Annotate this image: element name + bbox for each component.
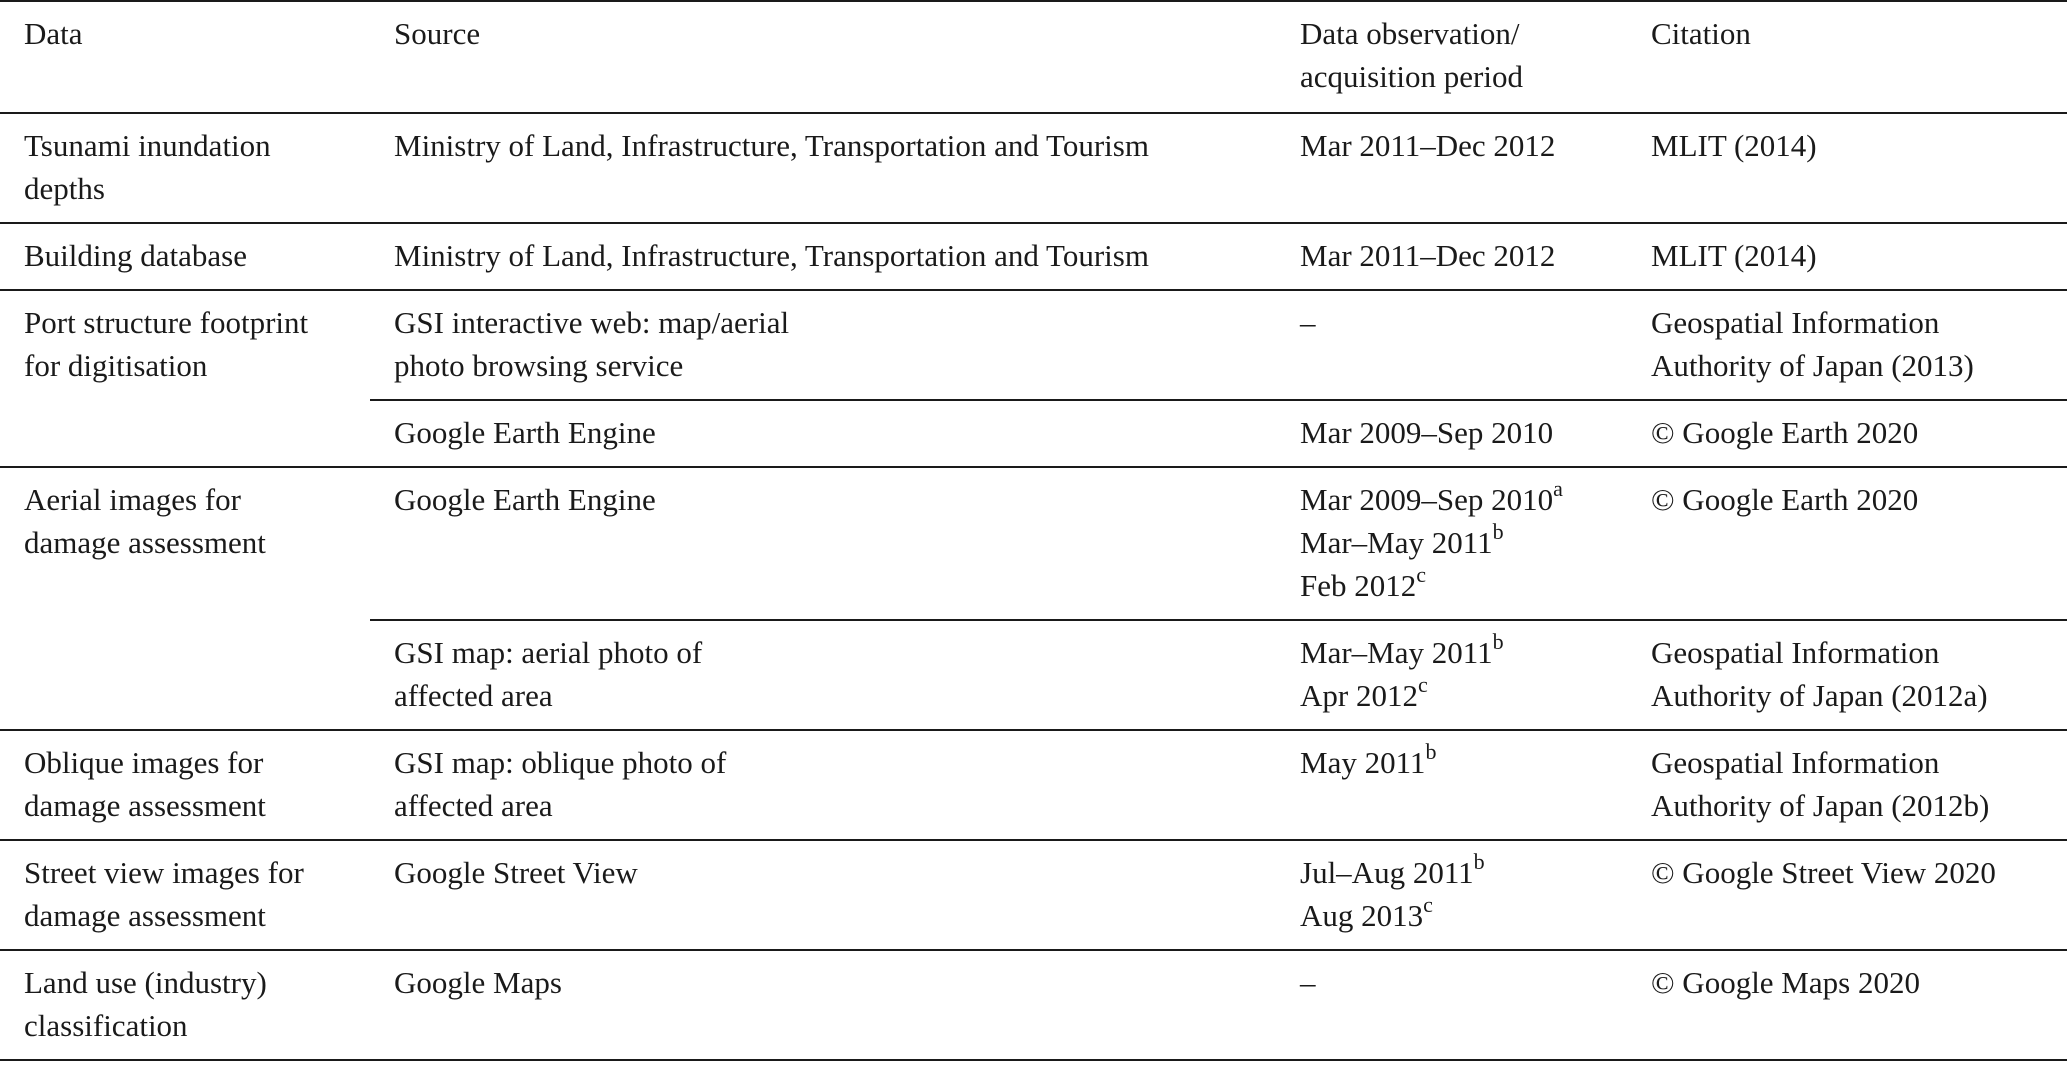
table-body <box>0 113 2067 1060</box>
period-line <box>1300 674 1617 717</box>
citation-line: MLIT (2014) <box>1651 128 1817 163</box>
data-label-line: Port structure footprint <box>24 305 309 340</box>
citation-line: MLIT (2014) <box>1651 238 1817 273</box>
citation-line: Geospatial Information <box>1651 305 1940 340</box>
cell-data <box>0 467 370 730</box>
period-text: Feb 2012 <box>1300 568 1417 603</box>
header-period-line: Data observation/ <box>1300 16 1520 51</box>
citation-line: Geospatial Information <box>1651 635 1940 670</box>
source-line: Google Maps <box>394 965 562 1000</box>
cell-source <box>370 290 1276 400</box>
source-line: affected area <box>394 678 553 713</box>
cell-period <box>1276 730 1627 840</box>
data-label-line: Building database <box>24 238 247 273</box>
cell-period <box>1276 620 1627 730</box>
period-line <box>1300 301 1617 344</box>
period-line <box>1300 741 1617 784</box>
table-row <box>0 290 2067 400</box>
citation-line: Authority of Japan (2012a) <box>1651 678 1988 713</box>
table-header <box>0 1 2067 113</box>
cell-citation <box>1627 950 2067 1060</box>
period-text: – <box>1300 305 1316 340</box>
cell-data <box>0 840 370 950</box>
source-line: GSI map: oblique photo of <box>394 745 727 780</box>
header-source: Source <box>370 1 1276 113</box>
cell-source <box>370 840 1276 950</box>
cell-source <box>370 400 1276 467</box>
period-text: Mar–May 2011 <box>1300 525 1493 560</box>
cell-citation <box>1627 400 2067 467</box>
table-row <box>0 113 2067 223</box>
cell-citation <box>1627 730 2067 840</box>
period-line <box>1300 124 1617 167</box>
citation-line: © Google Maps 2020 <box>1651 965 1920 1000</box>
cell-period <box>1276 223 1627 290</box>
citation-line: Authority of Japan (2012b) <box>1651 788 1990 823</box>
source-line: Ministry of Land, Infrastructure, Transportation and Tourism <box>394 238 1149 273</box>
cell-period <box>1276 950 1627 1060</box>
table-row <box>0 223 2067 290</box>
cell-period <box>1276 113 1627 223</box>
period-line <box>1300 564 1617 607</box>
source-line: Google Earth Engine <box>394 482 656 517</box>
footnote-marker: b <box>1492 629 1504 654</box>
cell-data <box>0 223 370 290</box>
cell-citation <box>1627 290 2067 400</box>
period-text: Mar 2011–Dec 2012 <box>1300 238 1556 273</box>
period-text: – <box>1300 965 1316 1000</box>
table-row <box>0 730 2067 840</box>
period-text: Mar 2011–Dec 2012 <box>1300 128 1556 163</box>
cell-source <box>370 950 1276 1060</box>
data-label-line: Land use (industry) <box>24 965 267 1000</box>
cell-source <box>370 620 1276 730</box>
citation-line: Geospatial Information <box>1651 745 1940 780</box>
period-line <box>1300 234 1617 277</box>
data-label-line: classification <box>24 1008 188 1043</box>
cell-citation <box>1627 620 2067 730</box>
footnote-marker: c <box>1423 892 1433 917</box>
period-text: May 2011 <box>1300 745 1426 780</box>
header-citation: Citation <box>1627 1 2067 113</box>
cell-citation <box>1627 113 2067 223</box>
source-line: GSI interactive web: map/aerial <box>394 305 790 340</box>
header-period-line: acquisition period <box>1300 59 1523 94</box>
data-label-line: depths <box>24 171 105 206</box>
period-text: Aug 2013 <box>1300 898 1424 933</box>
period-line <box>1300 521 1617 564</box>
data-label-line: Tsunami inundation <box>24 128 271 163</box>
data-label-line: Oblique images for <box>24 745 264 780</box>
period-line <box>1300 851 1617 894</box>
table-row <box>0 467 2067 620</box>
cell-data <box>0 290 370 467</box>
period-text: Mar 2009–Sep 2010 <box>1300 415 1554 450</box>
period-line <box>1300 478 1617 521</box>
cell-citation <box>1627 840 2067 950</box>
data-label-line: damage assessment <box>24 788 266 823</box>
source-line: Ministry of Land, Infrastructure, Transportation and Tourism <box>394 128 1149 163</box>
cell-source <box>370 730 1276 840</box>
period-text: Jul–Aug 2011 <box>1300 855 1474 890</box>
footnote-marker: b <box>1425 739 1437 764</box>
source-line: GSI map: aerial photo of <box>394 635 703 670</box>
data-label-line: for digitisation <box>24 348 208 383</box>
cell-data <box>0 730 370 840</box>
header-period <box>1276 1 1627 113</box>
footnote-marker: c <box>1416 562 1427 587</box>
footnote-marker: b <box>1473 849 1485 874</box>
cell-source <box>370 467 1276 620</box>
footnote-marker: c <box>1417 672 1428 697</box>
data-label-line: damage assessment <box>24 898 266 933</box>
period-line <box>1300 961 1617 1004</box>
cell-data <box>0 950 370 1060</box>
footnote-marker: b <box>1492 519 1504 544</box>
cell-period <box>1276 290 1627 400</box>
cell-period <box>1276 840 1627 950</box>
cell-period <box>1276 467 1627 620</box>
period-line <box>1300 894 1617 937</box>
table-row <box>0 840 2067 950</box>
data-label-line: Aerial images for <box>24 482 241 517</box>
source-line: Google Street View <box>394 855 638 890</box>
period-text: Mar–May 2011 <box>1300 635 1493 670</box>
cell-source <box>370 223 1276 290</box>
citation-line: © Google Earth 2020 <box>1651 482 1919 517</box>
data-label-line: Street view images for <box>24 855 304 890</box>
period-line <box>1300 411 1617 454</box>
citation-line: © Google Street View 2020 <box>1651 855 1996 890</box>
header-data: Data <box>0 1 370 113</box>
footnote-marker: a <box>1553 476 1563 501</box>
cell-period <box>1276 400 1627 467</box>
cell-source <box>370 113 1276 223</box>
citation-line: Authority of Japan (2013) <box>1651 348 1974 383</box>
header-row <box>0 1 2067 113</box>
cell-citation <box>1627 223 2067 290</box>
source-line: affected area <box>394 788 553 823</box>
period-text: Apr 2012 <box>1300 678 1418 713</box>
period-line <box>1300 631 1617 674</box>
data-label-line: damage assessment <box>24 525 266 560</box>
cell-citation <box>1627 467 2067 620</box>
table-row <box>0 950 2067 1060</box>
cell-data <box>0 113 370 223</box>
period-text: Mar 2009–Sep 2010 <box>1300 482 1554 517</box>
source-line: photo browsing service <box>394 348 684 383</box>
citation-line: © Google Earth 2020 <box>1651 415 1919 450</box>
source-line: Google Earth Engine <box>394 415 656 450</box>
